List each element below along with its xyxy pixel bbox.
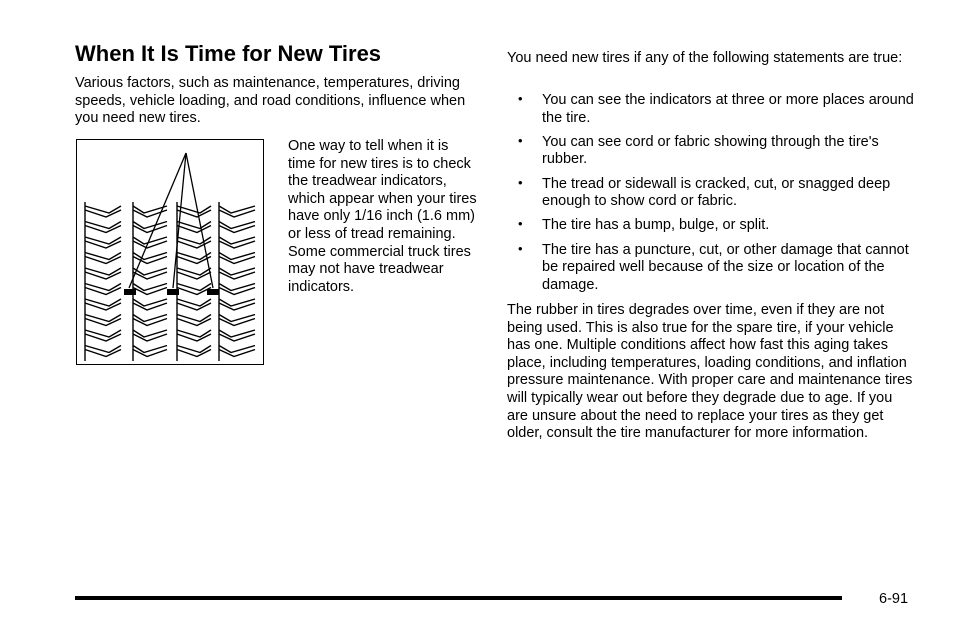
tread-block [219, 268, 255, 279]
tread-block [177, 222, 211, 233]
tread-block [85, 299, 121, 310]
tread-block [177, 346, 211, 357]
treadwear-indicator-bar [207, 289, 219, 295]
tread-block [85, 206, 121, 217]
tread-block [133, 222, 167, 233]
tread-diagram-icon [77, 140, 262, 363]
tread-block [219, 222, 255, 233]
tread-block [177, 315, 211, 326]
tread-block [177, 268, 211, 279]
treadwear-indicator-bar [124, 289, 136, 295]
list-item-text: You can see the indicators at three or more places around the tire. [542, 92, 914, 126]
list-item-text: The tire has a puncture, cut, or other damage that cannot be repaired well because of the size or location of the damage. [542, 241, 909, 293]
new-tires-conditions-list [507, 92, 917, 301]
tread-block [177, 284, 211, 295]
tread-block [85, 330, 121, 341]
list-item-text: The tread or sidewall is cracked, cut, or snagged deep enough to show cord or fabric. [542, 175, 891, 210]
tread-block [219, 237, 255, 248]
tread-block [133, 315, 167, 326]
treadwear-indicator-caption: One way to tell when it is time for new tires is to check the treadwear indicators, which appear when your tires have only 1/16 inch (1.6 mm) or less of tread remaining. Some commercial truck tires may not have treadwear indicators. [288, 138, 477, 295]
list-item [507, 92, 917, 127]
footer-rule [75, 596, 842, 600]
list-item [507, 134, 917, 169]
tread-block [219, 315, 255, 326]
list-item [507, 242, 917, 295]
tread-block [219, 346, 255, 357]
indicator-pointer-line [173, 153, 186, 288]
tread-block [133, 284, 167, 295]
list-item [507, 217, 917, 235]
tread-block [85, 253, 121, 264]
indicator-pointer-line [186, 153, 213, 288]
treadwear-indicator-bar [167, 289, 179, 295]
tread-block [85, 237, 121, 248]
tread-block [219, 299, 255, 310]
bullet-icon: • [518, 91, 523, 106]
section-title: When It Is Time for New Tires [75, 41, 382, 66]
tread-block [219, 284, 255, 295]
tread-block [177, 206, 211, 217]
list-item-text: The tire has a bump, bulge, or split. [542, 217, 770, 234]
list-item [507, 176, 917, 211]
tread-block [85, 268, 121, 279]
tread-block [85, 222, 121, 233]
bullet-icon: • [518, 132, 523, 148]
tread-block [133, 268, 167, 279]
tread-block [177, 237, 211, 248]
tread-block [133, 346, 167, 357]
tread-block [85, 315, 121, 326]
tread-block [133, 330, 167, 341]
tire-treadwear-indicator-illustration [76, 139, 264, 365]
tread-block [177, 330, 211, 341]
tread-block [85, 346, 121, 357]
new-tires-lead: You need new tires if any of the following statements are true: [507, 50, 903, 66]
page-number: 6-91 [879, 591, 909, 607]
tread-block [219, 206, 255, 217]
tread-block [133, 299, 167, 310]
list-item-text: You can see cord or fabric showing through the tire's rubber. [542, 133, 879, 168]
tread-block [219, 330, 255, 341]
tread-block [219, 253, 255, 264]
intro-paragraph: Various factors, such as maintenance, temperatures, driving speeds, vehicle loading, and road conditions, influence when you need new tires. [75, 75, 466, 127]
tread-block [177, 299, 211, 310]
tire-aging-paragraph: The rubber in tires degrades over time, even if they are not being used. This is also true for the spare tire, if your vehicle has one. Multiple conditions affect how fast this aging takes place, including temperatures, loading conditions, and inflation pressure maintenance. With proper care and maintenance tires will typically wear out before they degrade due to age. If you are unsure about the need to replace your tires as they get older, consult the tire manufacturer for more information. [507, 302, 913, 442]
bullet-icon: • [518, 216, 523, 232]
bullet-icon: • [518, 174, 523, 190]
bullet-icon: • [518, 240, 523, 256]
tread-block [85, 284, 121, 295]
tread-block [133, 253, 167, 264]
